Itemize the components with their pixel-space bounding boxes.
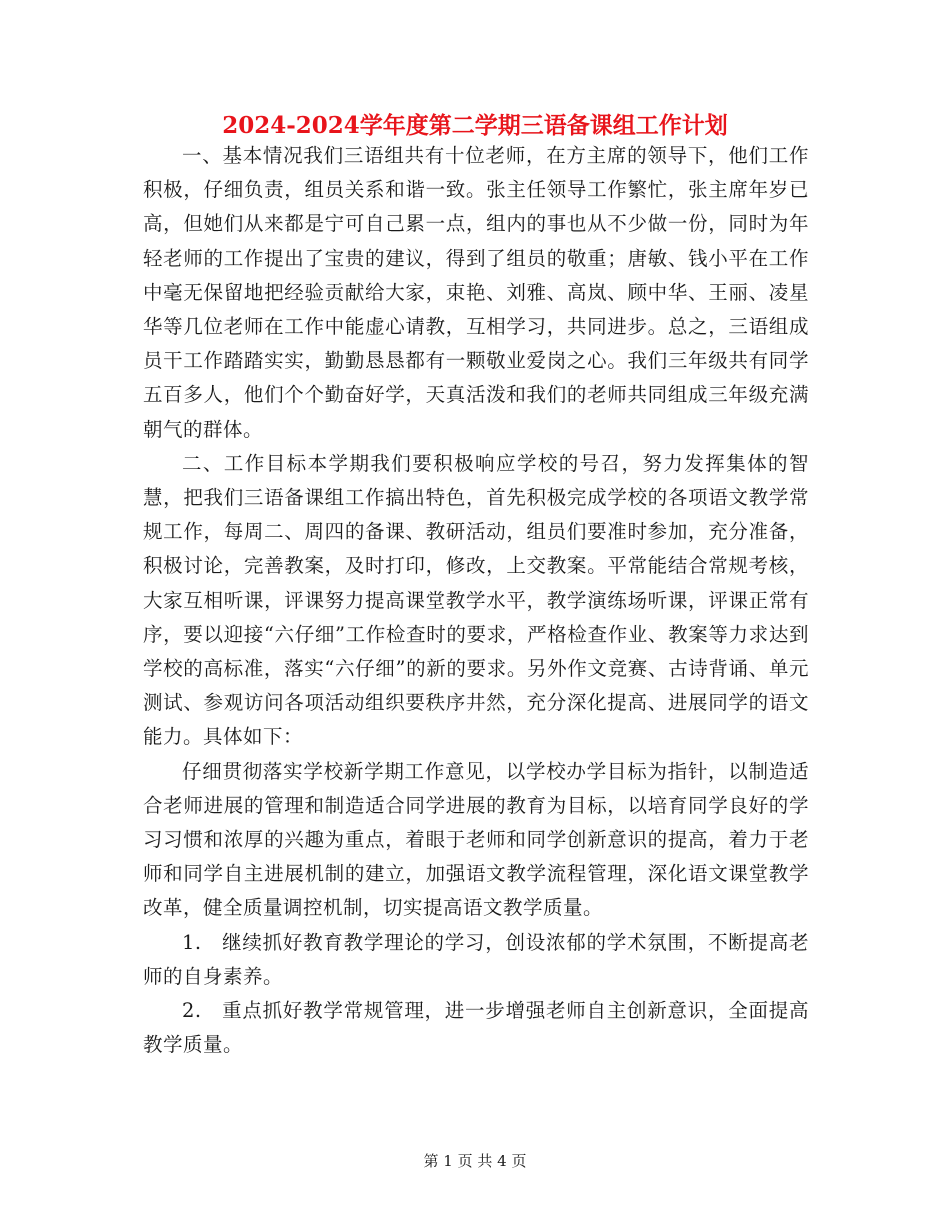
paragraph-work-goals: 二、工作目标本学期我们要积极响应学校的号召，努力发挥集体的智慧，把我们三语备课组工作搞出特色，首先积极完成学校的各项语文教学常规工作，每周二、周四的备课、教研活动，组员们要准时参加，充分准备，积极讨论，完善教案，及时打印，修改，上交教案。平常能结合常规考核，大家互相听课，评课努力提高课堂教学水平，教学演练场听课，评课正常有序，要以迎接“六仔细”工作检查时的要求，严格检查作业、教案等力求达到学校的高标准，落实“六仔细”的新的要求。另外作文竞赛、古诗背诵、单元测试、参观访问各项活动组织要秩序井然，充分深化提高、进展同学的语文能力。具体如下： bbox=[143, 451, 809, 749]
document-title: 2024-2024学年度第二学期三语备课组工作计划 bbox=[222, 112, 728, 139]
list-item-1: 1. 继续抓好教育教学理论的学习，创设浓郁的学术氛围，不断提高老师的自身素养。 bbox=[143, 930, 809, 988]
list-item-2: 2. 重点抓好教学常规管理，进一步增强老师自主创新意识，全面提高教学质量。 bbox=[143, 999, 809, 1057]
paragraph-basic-situation: 一、基本情况我们三语组共有十位老师，在方主席的领导下，他们工作积极，仔细负责，组员关系和谐一致。张主任领导工作繁忙，张主席年岁已高，但她们从来都是宁可自己累一点，组内的事也从不少做一份，同时为年轻老师的工作提出了宝贵的建议，得到了组员的敬重；唐敏、钱小平在工作中毫无保留地把经验贡献给大家，束艳、刘雅、高岚、顾中华、王丽、凌星华等几位老师在工作中能虚心请教，互相学习，共同进步。总之，三语组成员干工作踏踏实实，勤勤恳恳都有一颗敬业爱岗之心。我们三年级共有同学五百多人，他们个个勤奋好学，天真活泼和我们的老师共同组成三年级充满朝气的群体。 bbox=[143, 144, 809, 441]
paragraph-guiding-principles: 仔细贯彻落实学校新学期工作意见，以学校办学目标为指针，以制造适合老师进展的管理和制造适合同学进展的教育为目标，以培育同学良好的学习习惯和浓厚的兴趣为重点，着眼于老师和同学创新意识的提高，着力于老师和同学自主进展机制的建立，加强语文教学流程管理，深化语文课堂教学改革，健全质量调控机制，切实提高语文教学质量。 bbox=[143, 759, 809, 920]
document-body bbox=[143, 139, 809, 1062]
page-number-footer: 第 1 页 共 4 页 bbox=[423, 1152, 527, 1170]
